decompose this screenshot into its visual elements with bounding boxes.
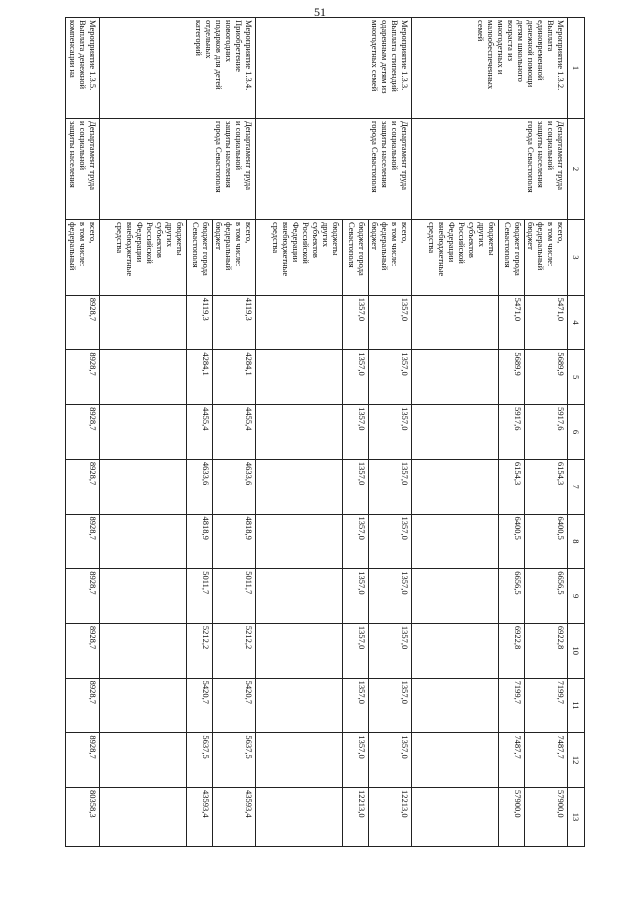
value-cell: 57900,0 bbox=[498, 788, 524, 847]
value-cell: 7487,7 bbox=[498, 733, 524, 788]
funding-source-cell: всего, в том числе: федеральный бюджет bbox=[212, 219, 255, 295]
value-cell: 4284,1 bbox=[212, 350, 255, 405]
value-cell: 1357,0 bbox=[368, 459, 411, 514]
value-cell: 8928,7 bbox=[66, 678, 100, 733]
value-cell bbox=[256, 733, 343, 788]
funding-source-cell: всего, в том числе: федеральный bbox=[66, 219, 100, 295]
col-header: 7 bbox=[568, 459, 585, 514]
value-cell: 1357,0 bbox=[342, 514, 368, 569]
value-cell bbox=[100, 569, 187, 624]
value-cell: 7487,7 bbox=[524, 733, 567, 788]
value-cell: 5212,2 bbox=[212, 623, 255, 678]
col-header: 3 bbox=[568, 219, 585, 295]
value-cell bbox=[256, 623, 343, 678]
value-cell bbox=[412, 569, 499, 624]
value-cell: 1357,0 bbox=[342, 733, 368, 788]
funding-source-cell: бюджеты других субъектов Российской Федерации внебюджетные средства bbox=[256, 219, 343, 295]
value-cell: 5420,7 bbox=[186, 678, 212, 733]
value-cell: 1357,0 bbox=[342, 623, 368, 678]
value-cell: 5011,7 bbox=[186, 569, 212, 624]
value-cell: 6656,5 bbox=[498, 569, 524, 624]
budget-table bbox=[65, 17, 585, 847]
measure-name-cell: Мероприятие 1.3.5. Выплата денежной компенсации на bbox=[66, 18, 100, 119]
table-body bbox=[66, 18, 568, 847]
value-cell bbox=[100, 295, 187, 350]
value-cell bbox=[100, 623, 187, 678]
table-row bbox=[212, 18, 255, 847]
executor-cell: Департамент труда и социальной защиты населения bbox=[66, 118, 100, 219]
value-cell: 8928,7 bbox=[66, 405, 100, 460]
value-cell bbox=[100, 405, 187, 460]
value-cell bbox=[412, 405, 499, 460]
page-number: 51 bbox=[314, 5, 326, 19]
value-cell: 5637,5 bbox=[186, 733, 212, 788]
value-cell: 1357,0 bbox=[368, 295, 411, 350]
value-cell: 5420,7 bbox=[212, 678, 255, 733]
value-cell bbox=[100, 788, 187, 847]
value-cell: 1357,0 bbox=[368, 569, 411, 624]
value-cell bbox=[100, 350, 187, 405]
value-cell: 1357,0 bbox=[342, 405, 368, 460]
value-cell bbox=[412, 788, 499, 847]
value-cell: 4455,4 bbox=[186, 405, 212, 460]
value-cell bbox=[256, 459, 343, 514]
executor-cell: Департамент труда и социальной защиты населения города Севастополя bbox=[256, 118, 412, 219]
value-cell: 1357,0 bbox=[342, 350, 368, 405]
value-cell: 7199,7 bbox=[524, 678, 567, 733]
value-cell: 43593,4 bbox=[212, 788, 255, 847]
value-cell: 1357,0 bbox=[368, 350, 411, 405]
value-cell: 5212,2 bbox=[186, 623, 212, 678]
value-cell: 1357,0 bbox=[342, 295, 368, 350]
value-cell bbox=[412, 733, 499, 788]
value-cell: 6656,5 bbox=[524, 569, 567, 624]
executor-cell: Департамент труда и социальной защиты населения города Севастополя bbox=[100, 118, 256, 219]
funding-source-cell: бюджеты других субъектов Российской Федерации внебюджетные средства bbox=[100, 219, 187, 295]
value-cell bbox=[256, 405, 343, 460]
value-cell bbox=[412, 350, 499, 405]
funding-source-cell: всего, в том числе: федеральный бюджет bbox=[524, 219, 567, 295]
col-header: 1 bbox=[568, 18, 585, 119]
value-cell: 8928,7 bbox=[66, 569, 100, 624]
value-cell bbox=[100, 733, 187, 788]
value-cell: 5011,7 bbox=[212, 569, 255, 624]
col-header: 8 bbox=[568, 514, 585, 569]
value-cell: 12213,0 bbox=[342, 788, 368, 847]
value-cell: 6400,5 bbox=[524, 514, 567, 569]
value-cell: 5689,9 bbox=[498, 350, 524, 405]
value-cell bbox=[100, 514, 187, 569]
rotated-table-wrapper bbox=[65, 17, 585, 847]
value-cell bbox=[100, 678, 187, 733]
value-cell: 4119,3 bbox=[212, 295, 255, 350]
value-cell: 8928,7 bbox=[66, 733, 100, 788]
value-cell: 4284,1 bbox=[186, 350, 212, 405]
value-cell: 6154,3 bbox=[498, 459, 524, 514]
value-cell: 5471,0 bbox=[524, 295, 567, 350]
value-cell bbox=[412, 623, 499, 678]
executor-cell: Департамент труда и социальной защиты населения города Севастополя bbox=[412, 118, 568, 219]
value-cell: 5917,6 bbox=[498, 405, 524, 460]
value-cell: 6154,3 bbox=[524, 459, 567, 514]
table-row bbox=[368, 18, 411, 847]
value-cell: 1357,0 bbox=[368, 678, 411, 733]
column-header-row bbox=[568, 18, 585, 847]
col-header: 10 bbox=[568, 623, 585, 678]
value-cell bbox=[256, 295, 343, 350]
measure-name-cell: Мероприятие 1.3.4. Приобретение новогодних подарков для детей отдельных категорий bbox=[100, 18, 256, 119]
value-cell bbox=[412, 514, 499, 569]
value-cell: 1357,0 bbox=[368, 405, 411, 460]
value-cell: 4455,4 bbox=[212, 405, 255, 460]
measure-name-cell: Мероприятие 1.3.2. Выплата единовременной денежной помощи детям школьного возраста из многодетных и малообеспеченных семей bbox=[412, 18, 568, 119]
value-cell: 4818,9 bbox=[186, 514, 212, 569]
value-cell: 4633,6 bbox=[212, 459, 255, 514]
value-cell: 80358,3 bbox=[66, 788, 100, 847]
value-cell: 1357,0 bbox=[342, 569, 368, 624]
funding-source-cell: всего, в том числе: федеральный бюджет bbox=[368, 219, 411, 295]
value-cell: 1357,0 bbox=[342, 678, 368, 733]
funding-source-cell: бюджет города Севастополя bbox=[186, 219, 212, 295]
col-header: 12 bbox=[568, 733, 585, 788]
funding-source-cell: бюджет города Севастополя bbox=[498, 219, 524, 295]
value-cell: 4119,3 bbox=[186, 295, 212, 350]
value-cell bbox=[412, 459, 499, 514]
value-cell: 5471,0 bbox=[498, 295, 524, 350]
col-header: 5 bbox=[568, 350, 585, 405]
value-cell: 8928,7 bbox=[66, 350, 100, 405]
value-cell: 8928,7 bbox=[66, 295, 100, 350]
value-cell bbox=[100, 459, 187, 514]
value-cell: 1357,0 bbox=[368, 623, 411, 678]
table-row bbox=[66, 18, 100, 847]
value-cell: 5689,9 bbox=[524, 350, 567, 405]
value-cell: 12213,0 bbox=[368, 788, 411, 847]
value-cell: 1357,0 bbox=[368, 733, 411, 788]
value-cell bbox=[412, 295, 499, 350]
value-cell: 8928,7 bbox=[66, 459, 100, 514]
value-cell bbox=[256, 350, 343, 405]
value-cell: 6922,8 bbox=[524, 623, 567, 678]
col-header: 11 bbox=[568, 678, 585, 733]
value-cell: 4818,9 bbox=[212, 514, 255, 569]
value-cell bbox=[256, 514, 343, 569]
col-header: 9 bbox=[568, 569, 585, 624]
value-cell bbox=[256, 569, 343, 624]
value-cell: 43593,4 bbox=[186, 788, 212, 847]
col-header: 2 bbox=[568, 118, 585, 219]
col-header: 6 bbox=[568, 405, 585, 460]
value-cell: 8928,7 bbox=[66, 623, 100, 678]
value-cell bbox=[256, 678, 343, 733]
value-cell: 6400,5 bbox=[498, 514, 524, 569]
table-row bbox=[524, 18, 567, 847]
measure-name-cell: Мероприятие 1.3.3. Выплата стипендий одаренным детям из многодетных семей bbox=[256, 18, 412, 119]
value-cell bbox=[256, 788, 343, 847]
funding-source-cell: бюджет города Севастополя bbox=[342, 219, 368, 295]
funding-source-cell: бюджеты других субъектов Российской Федерации внебюджетные средства bbox=[412, 219, 499, 295]
col-header: 13 bbox=[568, 788, 585, 847]
value-cell: 1357,0 bbox=[342, 459, 368, 514]
value-cell: 8928,7 bbox=[66, 514, 100, 569]
value-cell: 5637,5 bbox=[212, 733, 255, 788]
col-header: 4 bbox=[568, 295, 585, 350]
value-cell: 5917,6 bbox=[524, 405, 567, 460]
value-cell: 6922,8 bbox=[498, 623, 524, 678]
value-cell: 7199,7 bbox=[498, 678, 524, 733]
value-cell: 57900,0 bbox=[524, 788, 567, 847]
value-cell bbox=[412, 678, 499, 733]
value-cell: 1357,0 bbox=[368, 514, 411, 569]
value-cell: 4633,6 bbox=[186, 459, 212, 514]
